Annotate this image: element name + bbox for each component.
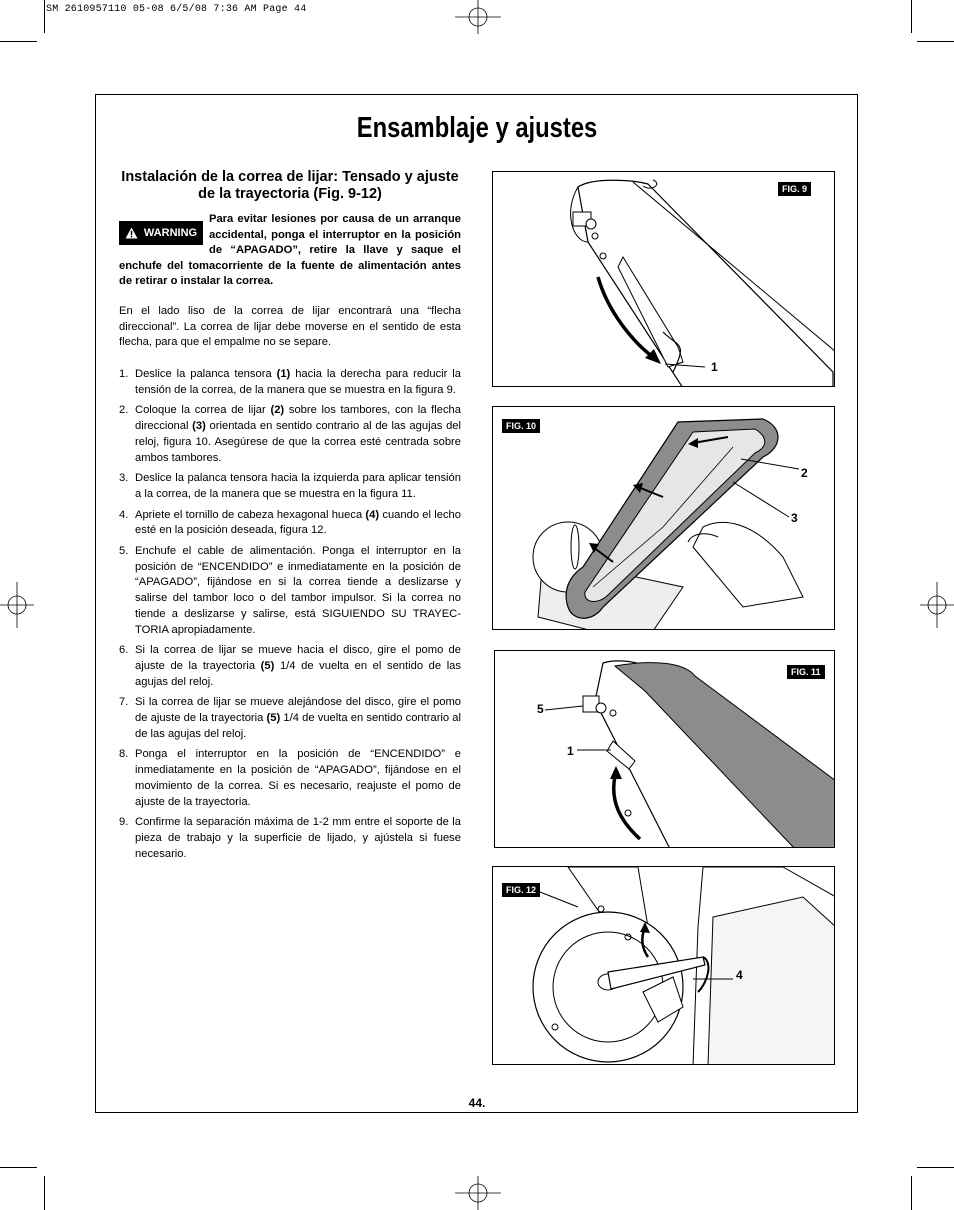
crop-mark <box>917 1167 954 1168</box>
warning-line: enchufe del tomacorriente de la fuente de alimentación antes <box>119 259 461 272</box>
warning-triangle-icon <box>125 227 138 239</box>
figure-label: FIG. 9 <box>778 182 811 196</box>
figure-label: FIG. 10 <box>502 419 540 433</box>
list-item: 1. Deslice la palanca tensora (1) hacia la derecha para reducir la tensión de la correa, de la manera que se muestra en la figura 9. <box>119 368 462 396</box>
callout-3: 3 <box>791 511 798 525</box>
crop-mark <box>917 41 954 42</box>
callout-1: 1 <box>567 744 574 758</box>
warning-line: Para evitar lesiones por causa de un arranque <box>209 213 461 225</box>
crop-mark <box>0 1167 37 1168</box>
steps-list <box>119 367 461 867</box>
figure-10 <box>492 406 835 630</box>
list-item: 8. Ponga el interruptor en la posición de “ENCENDIDO” e inmediatamente en la posición de “APAGADO”, fijándose en el movimiento de la correa. Si es necesario, reajuste el pomo de ajuste de la trayectoria. <box>119 748 461 808</box>
list-item: 7. Si la correa de lijar se mueve alejándose del disco, gire el pomo de ajuste de la trayectoria (5) 1/4 de vuelta en sentido contrario al de las agujas del reloj. <box>119 696 461 740</box>
figure-9-illustration <box>493 172 835 387</box>
figure-9 <box>492 171 835 387</box>
callout-4: 4 <box>736 968 743 982</box>
list-item: 6. Si la correa de lijar se mueve hacia el disco, gire el pomo de ajuste de la trayectoria (5) 1/4 de vuelta en el sentido de las agujas del reloj. <box>119 644 461 688</box>
warning-line: accidental, ponga el interruptor en la posición <box>209 228 461 241</box>
warning-label: WARNING <box>143 227 198 239</box>
intro-paragraph: En el lado liso de la correa de lijar encontrará una “flecha direccional”. La correa de lijar debe moverse en el sentido de esta flecha, para que el empalme no se separe. <box>119 305 461 349</box>
list-item: 4. Apriete el tornillo de cabeza hexagonal hueca (4) cuando el lecho esté en la posición deseada, figura 12. <box>119 508 461 537</box>
callout-2: 2 <box>801 466 808 480</box>
figure-label: FIG. 11 <box>787 665 825 679</box>
registration-mark-right <box>920 582 954 628</box>
list-item: 9. Confirme la separación máxima de 1-2 mm entre el soporte de la pieza de trabajo y la superficie de lijado, y ajústela si fuese necesario. <box>119 816 461 860</box>
callout-5: 5 <box>537 702 544 716</box>
callout-1: 1 <box>711 360 718 374</box>
list-item: 3. Deslice la palanca tensora hacia la izquierda para aplicar tensión a la correa, de la manera que se muestra en la figura 11. <box>119 472 461 500</box>
crop-mark <box>44 0 45 33</box>
registration-mark-bottom <box>455 1176 501 1210</box>
printer-slug: SM 2610957110 05-08 6/5/08 7:36 AM Page 44 <box>46 4 307 15</box>
figure-12-illustration <box>493 867 835 1065</box>
crop-mark <box>0 41 37 42</box>
warning-badge <box>119 221 203 245</box>
list-item: 5. Enchufe el cable de alimentación. Ponga el interruptor en la posición de “ENCENDIDO” e inmediatamente en la posición de “APAGADO”, fijándose en si la correa tiende a deslizarse y salirse del tambor loco o del tambor impulsor. Si la correa no tiende a deslizarse y salirse, está SIGUIENDO SU TRAYEC-TORIA apropiadamente. <box>119 545 461 636</box>
registration-mark-left <box>0 582 34 628</box>
crop-mark <box>44 1176 45 1210</box>
list-item: 2. Coloque la correa de lijar (2) sobre los tambores, con la flecha direccional (3) orientada en sentido contrario al de las agujas del reloj, figura 10. Asegúrese de que la correa esté centrada sobre ambos tambores. <box>119 404 462 464</box>
warning-line: de “APAGADO”, retire la llave y saque el <box>209 244 461 256</box>
figure-12 <box>492 866 835 1065</box>
figure-10-illustration <box>493 407 835 630</box>
figure-label: FIG. 12 <box>502 883 540 897</box>
section-heading: Instalación de la correa de lijar: Tensado y ajuste de la trayectoria (Fig. 9-12) <box>121 169 459 202</box>
warning-line: de retirar o instalar la correa. <box>119 275 274 287</box>
figure-11-illustration <box>495 651 835 848</box>
page-title: Ensamblaje y ajustes <box>356 112 598 144</box>
crop-mark <box>911 1176 912 1210</box>
registration-mark-top <box>455 0 501 34</box>
crop-mark <box>911 0 912 33</box>
page-number: 44. <box>468 1096 486 1110</box>
figure-11 <box>494 650 835 848</box>
